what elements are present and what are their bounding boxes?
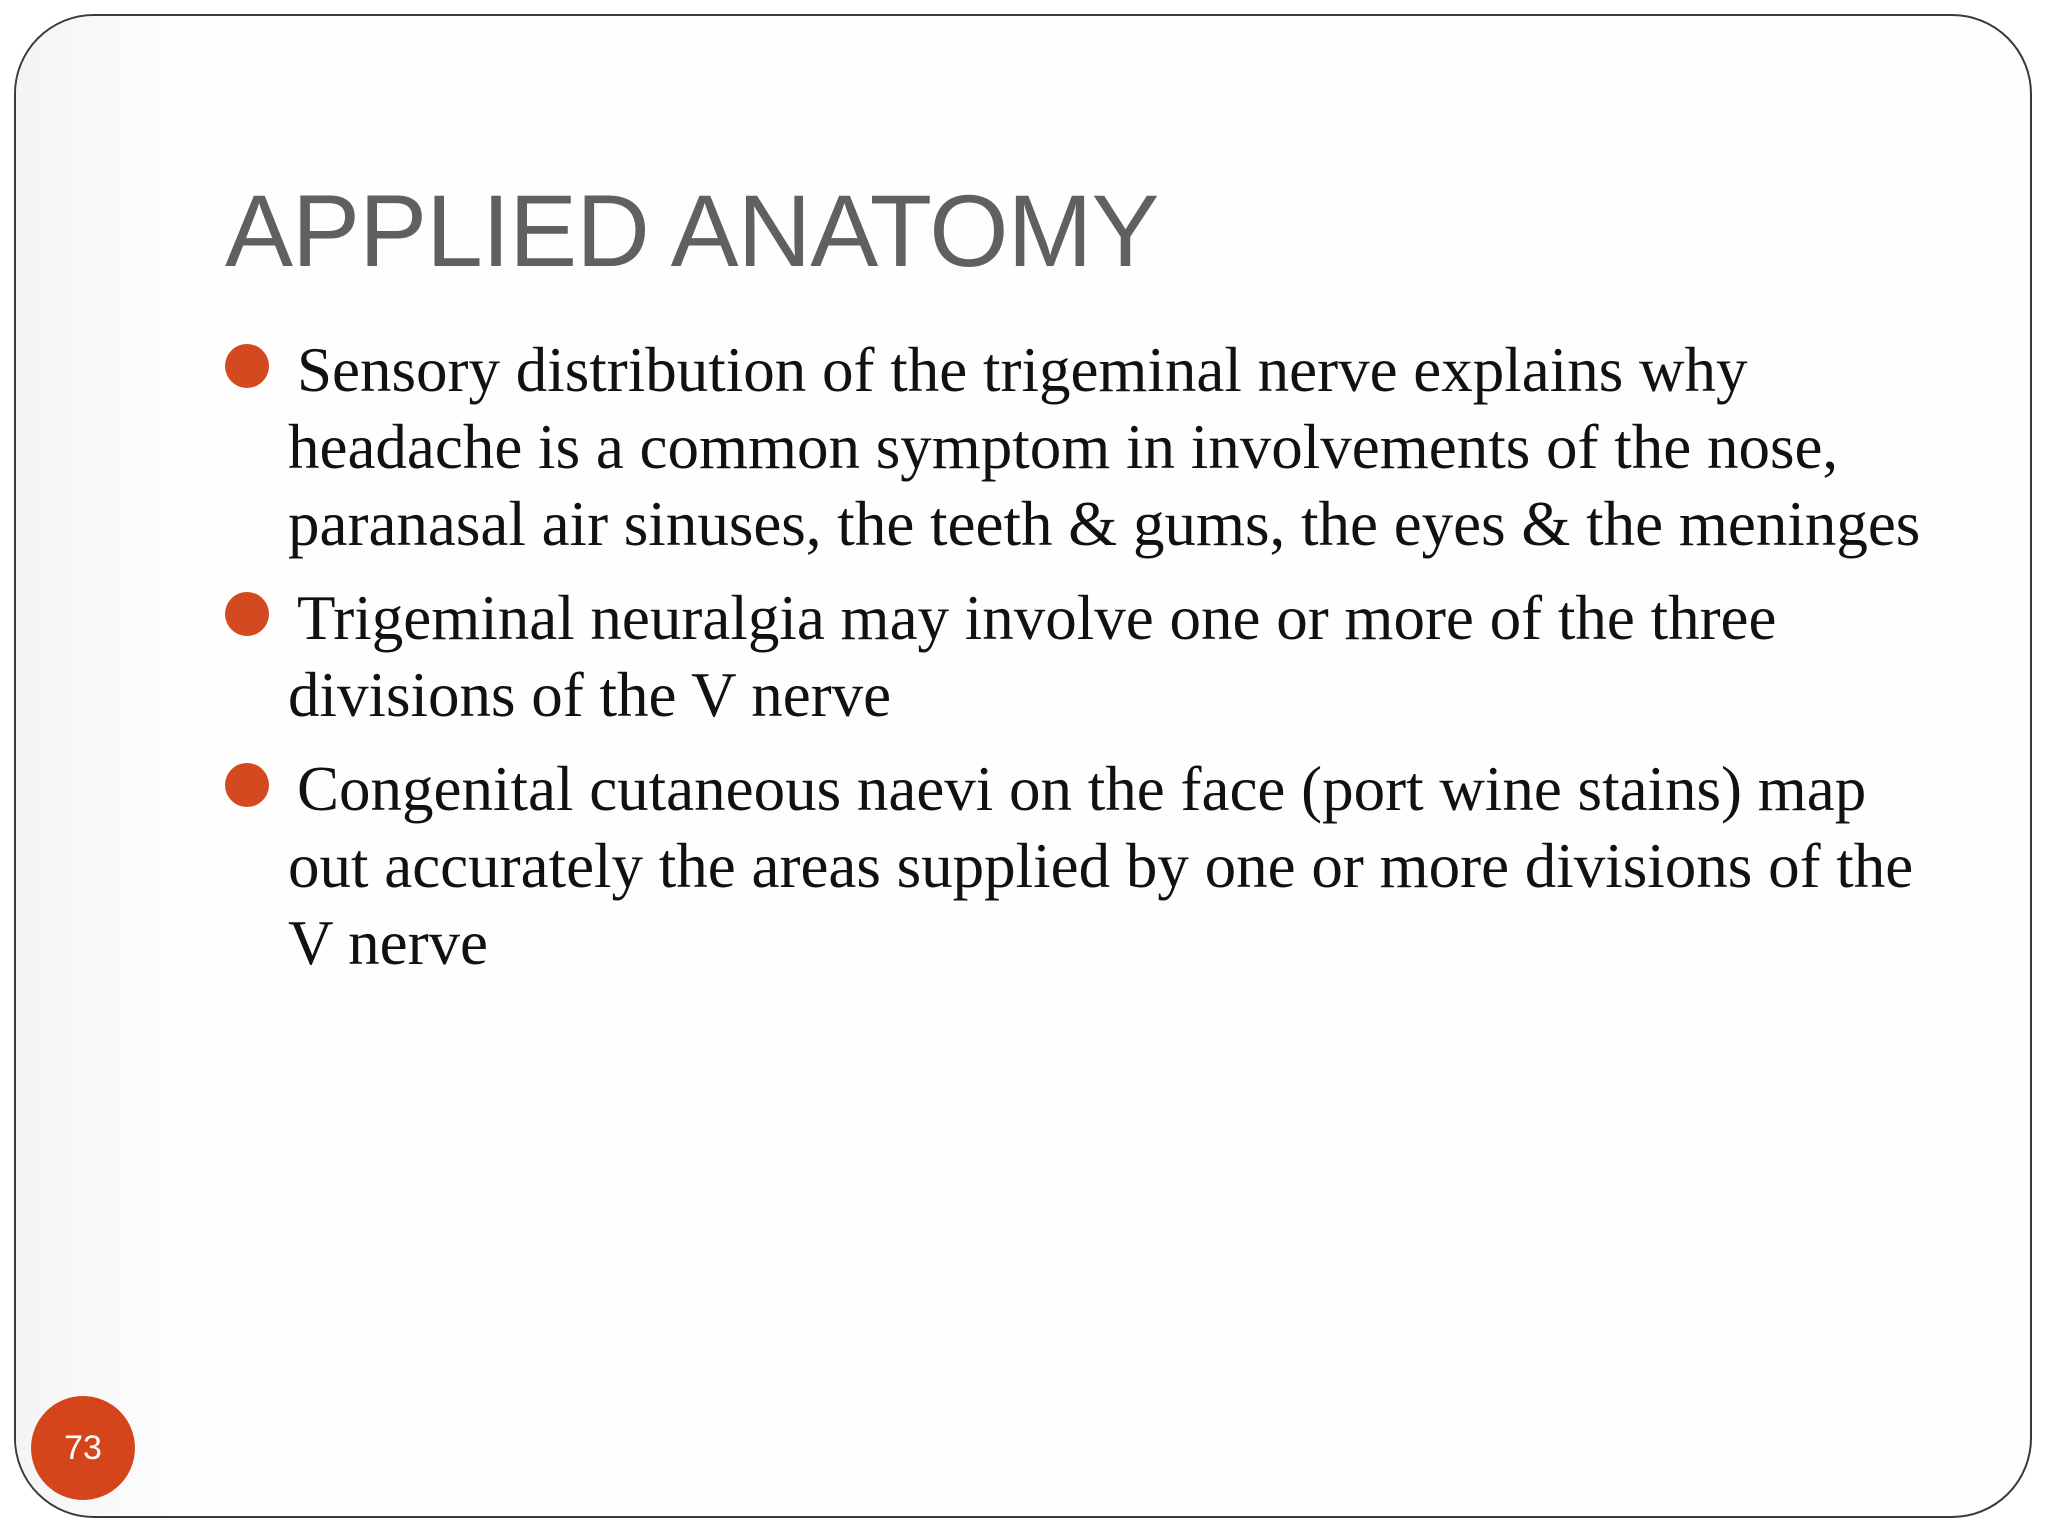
bullet-item-congenital-naevi — [225, 751, 1925, 982]
bullet-text: Trigeminal neuralgia may involve one or more of the three divisions of the V nerve — [288, 583, 1777, 730]
left-edge-shade — [16, 16, 166, 1516]
slide-title: APPLIED ANATOMY — [225, 174, 1159, 288]
bullet-item-sensory-distribution — [225, 332, 1925, 563]
bullet-text: Congenital cutaneous naevi on the face (port wine stains) map out accurately the areas supplied by one or more divisions of the V nerve — [288, 754, 1914, 978]
bullet-text: Sensory distribution of the trigeminal nerve explains why headache is a common symptom in involvements of the nose, paranasal air sinuses, the teeth & gums, the eyes & the meninges — [288, 335, 1921, 559]
bullet-dot-icon — [225, 763, 269, 807]
page-number-badge: 73 — [31, 1396, 135, 1500]
bullet-item-trigeminal-neuralgia — [225, 580, 1925, 734]
bullet-list — [225, 332, 1925, 999]
bullet-dot-icon — [225, 344, 269, 388]
bullet-dot-icon — [225, 592, 269, 636]
